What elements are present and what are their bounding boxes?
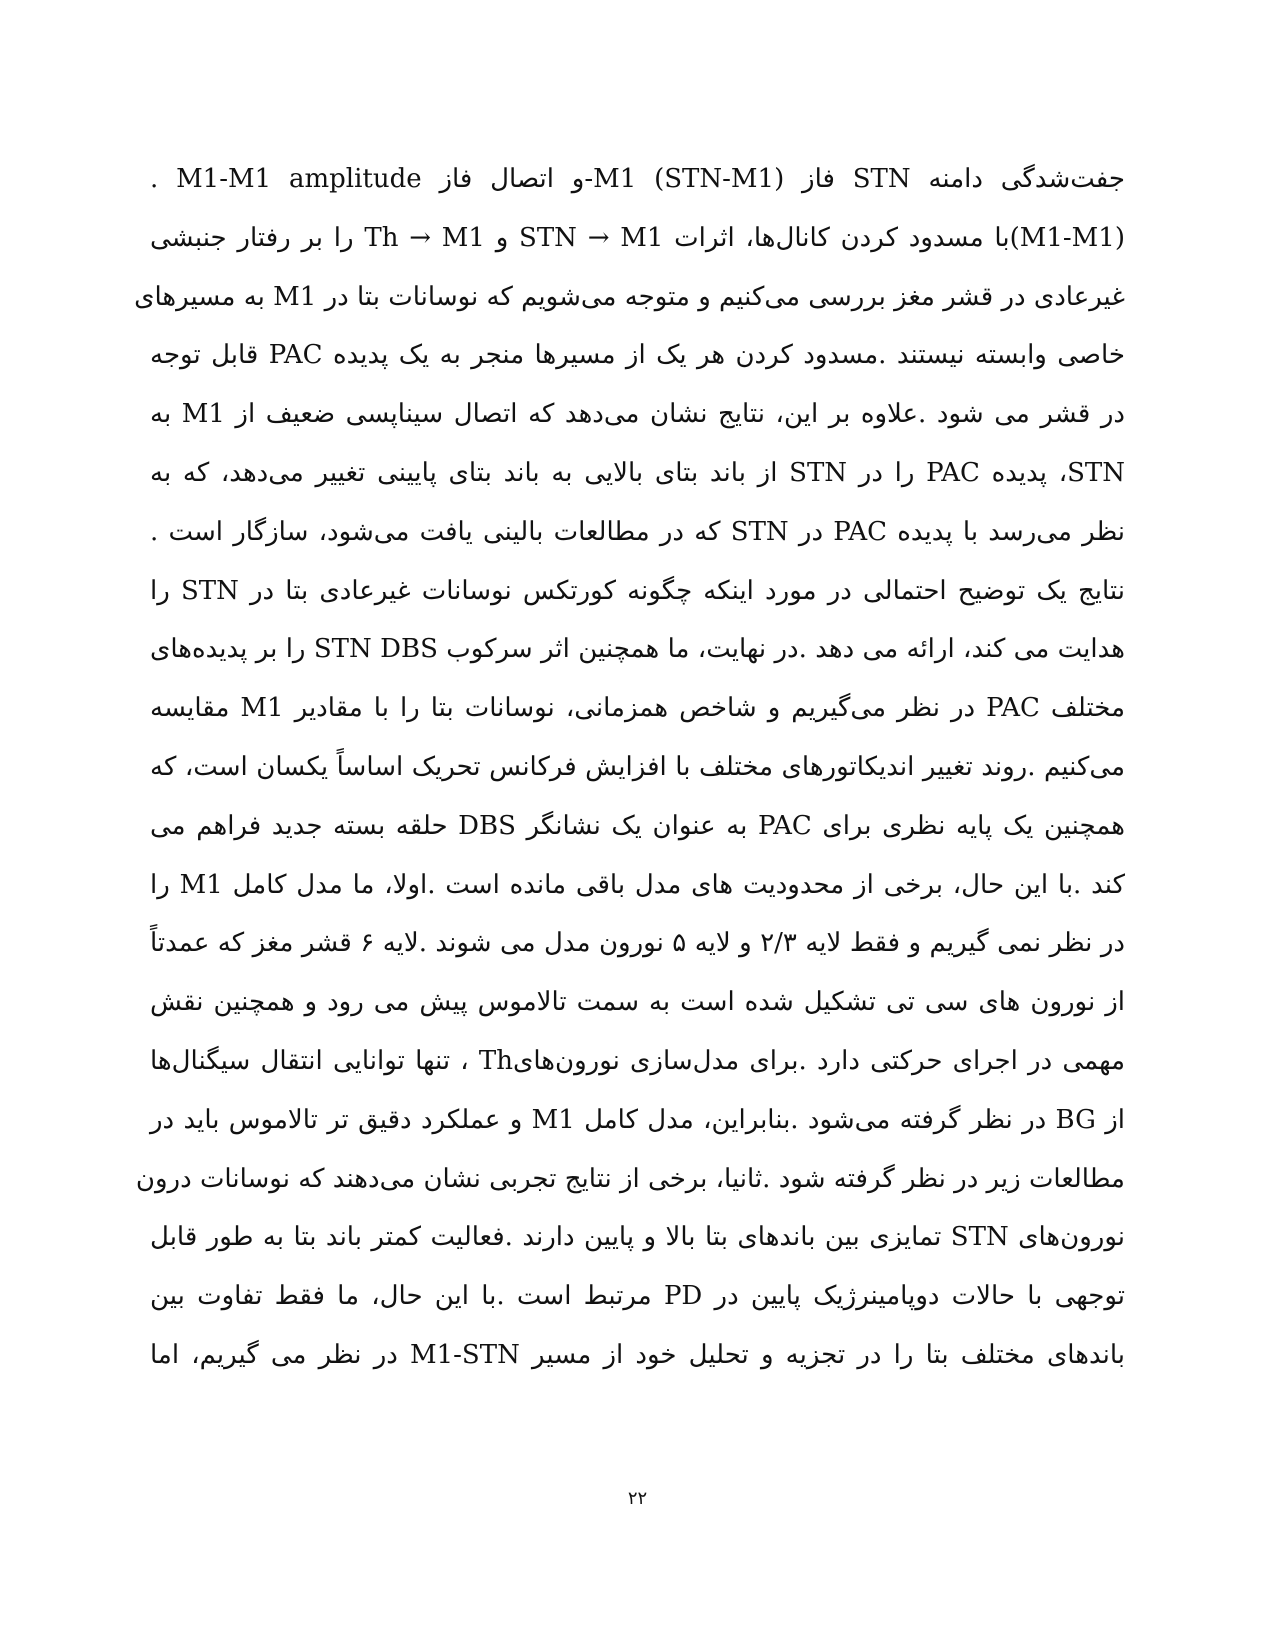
text-line: باندهای مختلف بتا را در تجزیه و تحلیل خود از مسیر M1-STN در نظر می گیریم، اما — [150, 1339, 1125, 1370]
text-line: از نورون های سی تی تشکیل شده است به سمت تالاموس پیش می رود و همچنین نقش — [150, 987, 1125, 1018]
text-line: خاصی وابسته نیستند .مسدود کردن هر یک از مسیرها منجر به یک پدیده PAC قابل توجه — [150, 340, 1125, 371]
page-number: ۲۲ — [627, 1488, 648, 1509]
body-text — [134, 150, 1126, 1385]
text-line: کند .با این حال، برخی از محدودیت های مدل باقی مانده است .اولا، ما مدل کامل M1 را — [150, 869, 1125, 900]
text-line: مطالعات زیر در نظر گرفته شود .ثانیا، برخی از نتایج تجربی نشان می‌دهند که نوسانات درون — [135, 1163, 1125, 1194]
text-line: STN، پدیده PAC را در STN از باند بتای بالایی به باند بتای پایینی تغییر می‌دهد، که به — [150, 457, 1125, 488]
text-line: نتایج یک توضیح احتمالی در مورد اینکه چگونه کورتکس نوسانات غیرعادی بتا در STN را — [150, 575, 1125, 606]
text-line: (M1-M1)با مسدود کردن کانال‌ها، اثرات STN → M1 و Th → M1 را بر رفتار جنبشی — [150, 222, 1125, 253]
text-line: جفت‌شدگی دامنه STN فاز (STN-M1) M1-و اتصال فاز M1-M1 amplitude . — [150, 164, 1126, 194]
text-line: می‌کنیم .روند تغییر اندیکاتورهای مختلف با افزایش فرکانس تحریک اساساً یکسان است، که — [150, 751, 1125, 782]
text-line: هدایت می کند، ارائه می دهد .در نهایت، ما همچنین اثر سرکوب STN DBS را بر پدیده‌های — [150, 634, 1125, 665]
text-line: در نظر نمی گیریم و فقط لایه ۲/۳ و لایه ۵ نورون مدل می شوند .لایه ۶ قشر مغز که عمدتاً — [150, 928, 1126, 959]
text-line: همچنین یک پایه نظری برای PAC به عنوان یک نشانگر DBS حلقه بسته جدید فراهم می — [150, 810, 1125, 841]
text-line: مهمی در اجرای حرکتی دارد .برای مدل‌سازی نورون‌هایTh ، تنها توانایی انتقال سیگنال‌ها — [150, 1045, 1125, 1076]
text-line: نورون‌های STN تمایزی بین باندهای بتا بالا و پایین دارند .فعالیت کمتر باند بتا به طور قابل — [150, 1222, 1126, 1253]
text-line: غیرعادی در قشر مغز بررسی می‌کنیم و متوجه می‌شویم که نوسانات بتا در M1 به مسیرهای — [134, 281, 1125, 312]
text-line: از BG در نظر گرفته می‌شود .بنابراین، مدل کامل M1 و عملکرد دقیق تر تالاموس باید در — [150, 1104, 1125, 1135]
text-line: در قشر می شود .علاوه بر این، نتایج نشان می‌دهد که اتصال سیناپسی ضعیف از M1 به — [150, 399, 1125, 430]
text-line: نظر می‌رسد با پدیده PAC در STN که در مطالعات بالینی یافت می‌شود، سازگار است . — [150, 516, 1126, 547]
text-line: توجهی با حالات دوپامینرژیک پایین در PD مرتبط است .با این حال، ما فقط تفاوت بین — [150, 1281, 1125, 1312]
text-line: مختلف PAC در نظر می‌گیریم و شاخص همزمانی، نوسانات بتا را با مقادیر M1 مقایسه — [150, 693, 1126, 724]
